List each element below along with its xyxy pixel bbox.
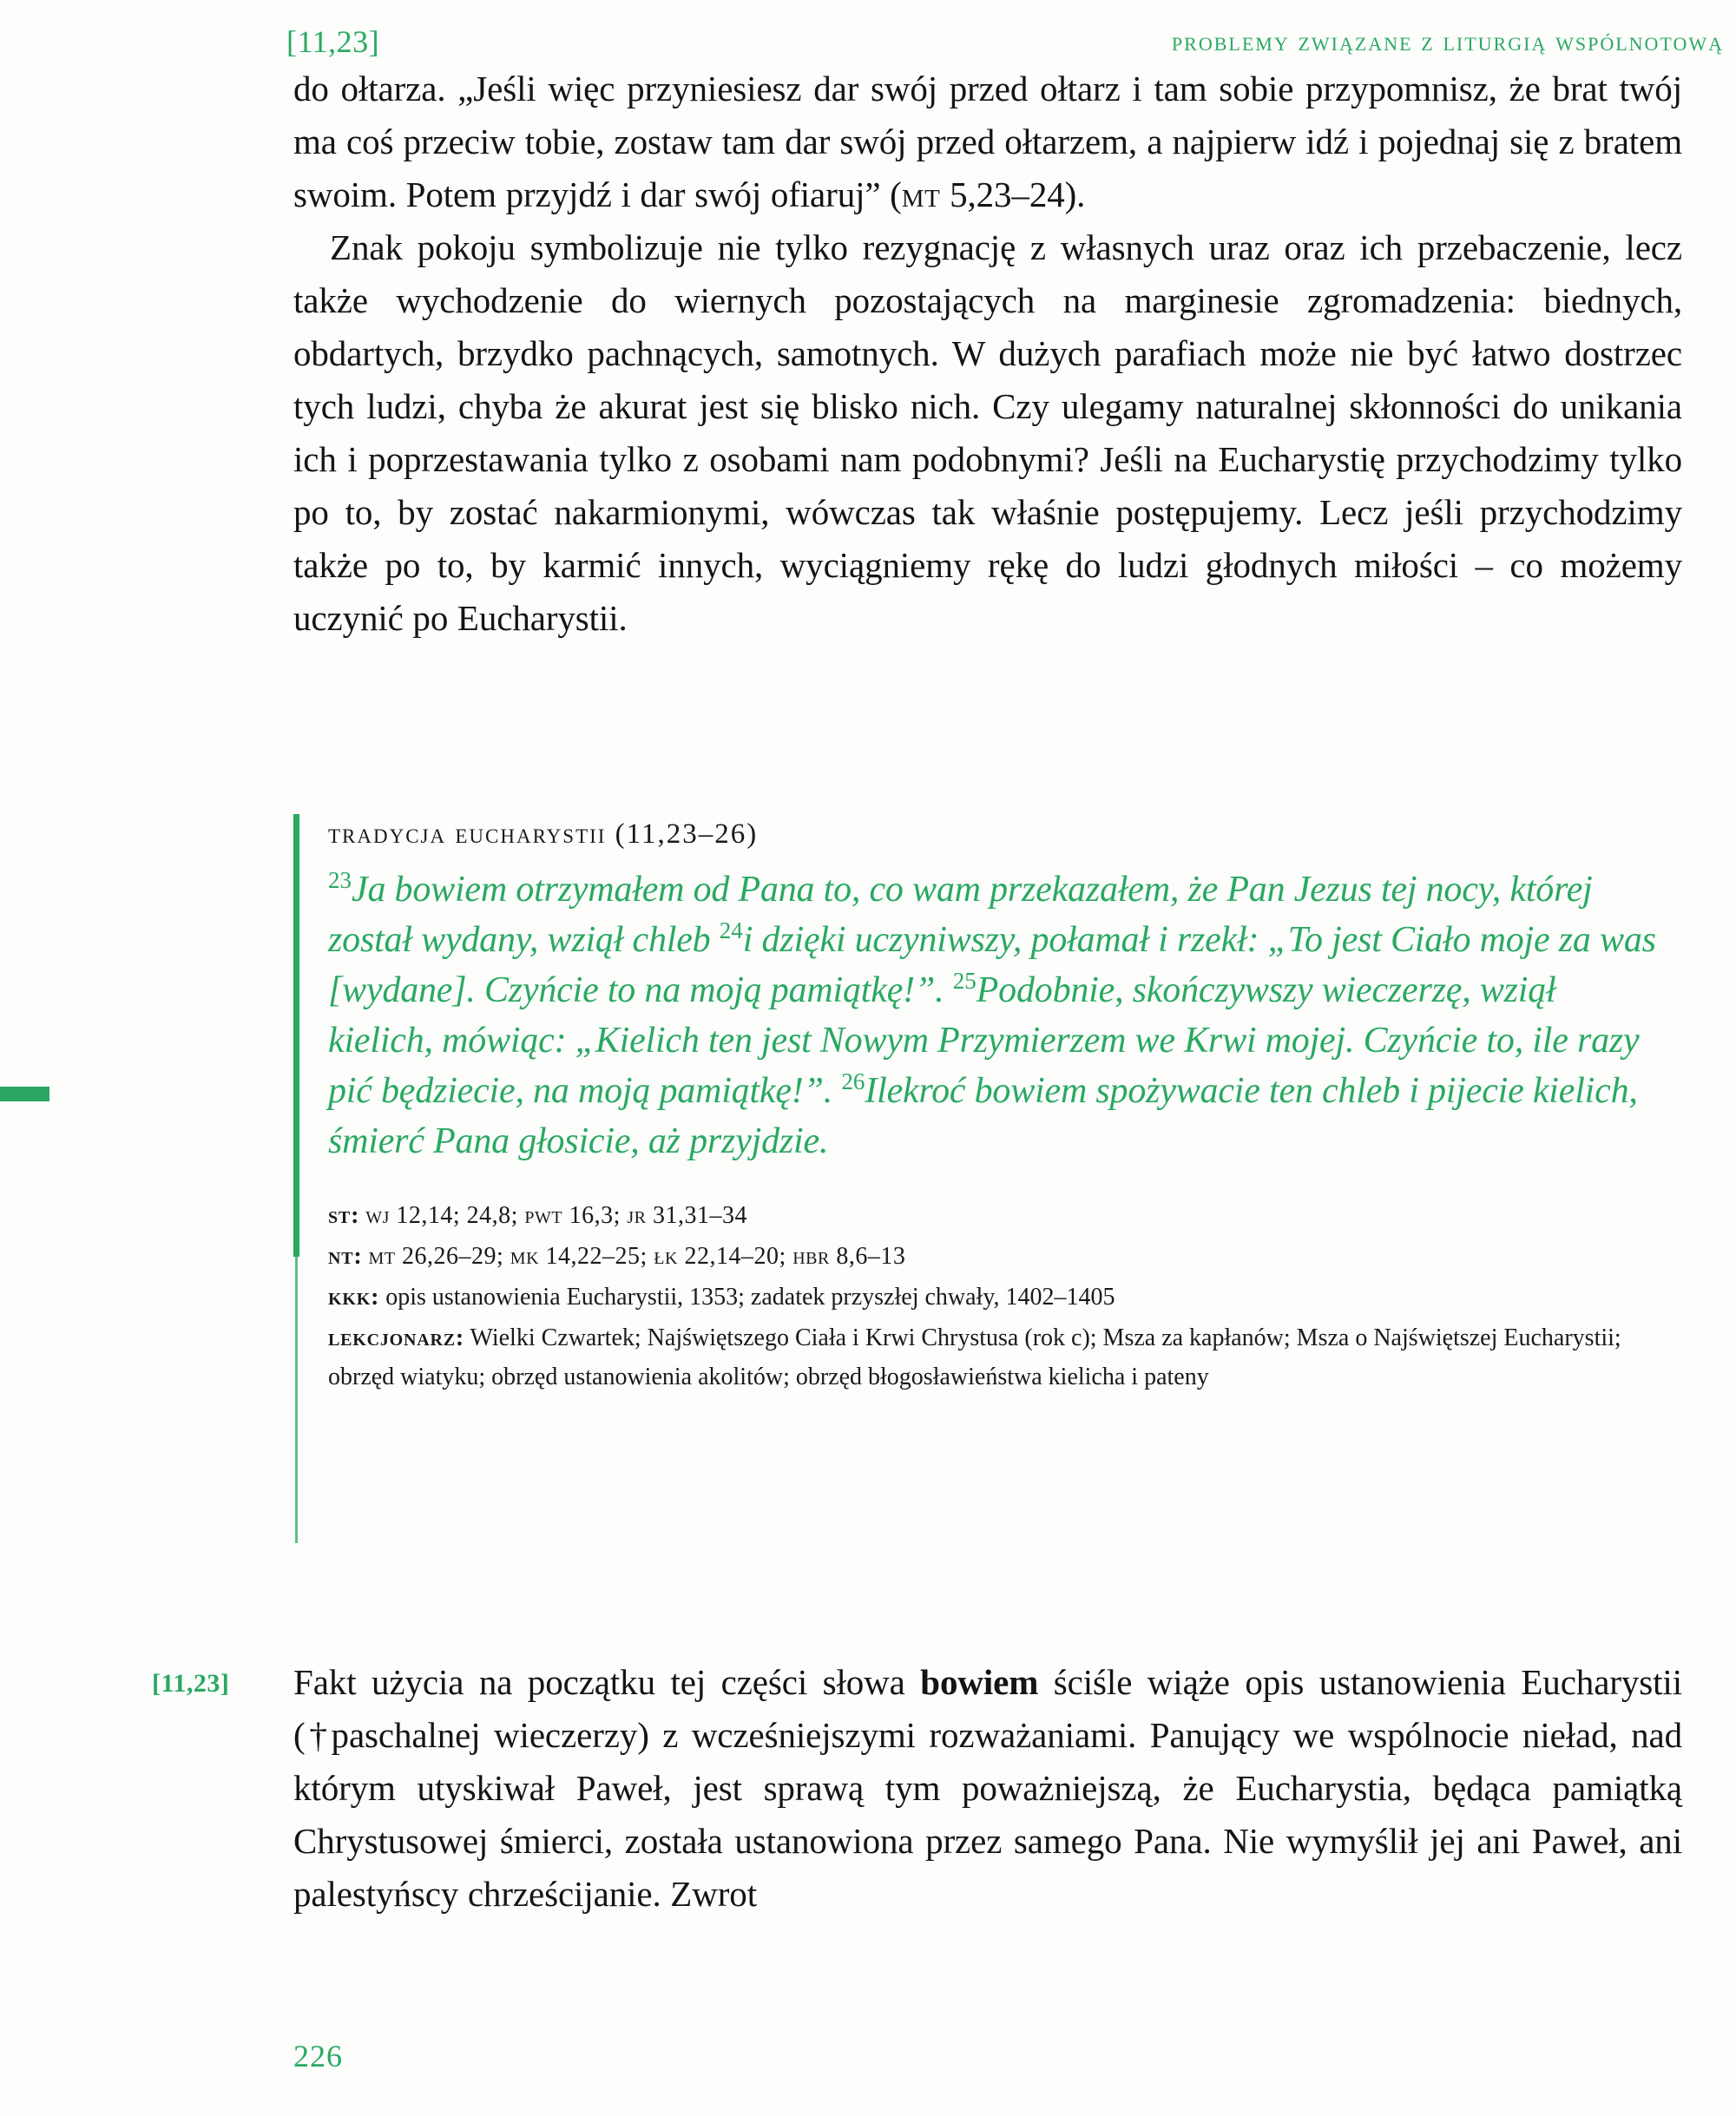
verse-number-26: 26 bbox=[841, 1068, 865, 1094]
reference-row bbox=[328, 1237, 1630, 1276]
scripture-box bbox=[293, 814, 1691, 1398]
reference-row bbox=[328, 1318, 1630, 1396]
running-head bbox=[286, 16, 1736, 68]
scripture-rule-thin bbox=[295, 1257, 298, 1543]
reference-label-st: st: bbox=[328, 1202, 360, 1229]
verse-number-24: 24 bbox=[719, 917, 743, 943]
page-number: 226 bbox=[293, 2039, 343, 2073]
reference-row bbox=[328, 1196, 1630, 1235]
paragraph-1-text-b: 5,23–24). bbox=[940, 174, 1086, 214]
verse-text-24: i dzięki uczyniwszy, połamał i rzekł: „To jest Ciało moje za was [wydane]. Czyńcie to na moją pamiątkę!”. bbox=[328, 920, 1656, 1010]
reference-value-st: wj 12,14; 24,8; pwt 16,3; jr 31,31–34 bbox=[365, 1202, 748, 1229]
reference-label-lekcjonarz: lekcjonarz: bbox=[328, 1324, 465, 1351]
commentary-text-b: ściśle wiąże opis ustanowienia Eucharystii (†paschalnej wieczerzy) z wcześniejszymi rozważaniami. Panujący we wspólnocie nieład, nad którym utyskiwał Paweł, jest sprawą tym poważniejszą, że Eucharystia, będąca pamiątką Chrystusowej śmierci, została ustanowiona przez samego Pana. Nie wymyślił jej ani Paweł, ani palestyńscy chrześcijanie. Zwrot bbox=[293, 1662, 1682, 1914]
bible-reference-mt: mt bbox=[901, 174, 941, 214]
header-verse-marker: [11,23] bbox=[286, 24, 380, 59]
reference-value-kkk: opis ustanowienia Eucharystii, 1353; zadatek przyszłej chwały, 1402–1405 bbox=[385, 1284, 1115, 1311]
verse-text-23: Ja bowiem otrzymałem od Pana to, co wam przekazałem, że Pan Jezus tej nocy, której został wydany, wziął chleb bbox=[328, 870, 1593, 960]
margin-verse-marker: [11,23] bbox=[152, 1669, 230, 1698]
paragraph-block-1 bbox=[293, 62, 1682, 221]
paragraph-1-text-a: do ołtarza. „Jeśli więc przyniesiesz dar swój przed ołtarz i tam sobie przypomnisz, że brat twój ma coś przeciw tobie, zostaw tam dar swój przed ołtarzem, a najpierw idź i pojednaj się z bratem swoim. Potem przyjdź i dar swój ofiaruj” ( bbox=[293, 69, 1682, 214]
scripture-quote bbox=[328, 864, 1656, 1166]
commentary-text-a: Fakt użycia na początku tej części słowa bbox=[293, 1662, 921, 1702]
commentary-bold-word: bowiem bbox=[920, 1662, 1039, 1702]
paragraph-block-2 bbox=[293, 221, 1682, 645]
reference-row bbox=[328, 1278, 1630, 1317]
verse-text-26: Ilekroć bowiem spożywacie ten chleb i pijecie kielich, śmierć Pana głosicie, aż przyjdzie. bbox=[328, 1071, 1638, 1161]
verse-number-25: 25 bbox=[952, 968, 976, 994]
paragraph-block-3 bbox=[293, 1656, 1682, 1921]
reference-value-nt: mt 26,26–29; mk 14,22–25; łk 22,14–20; hbr 8,6–13 bbox=[368, 1243, 906, 1270]
verse-number-23: 23 bbox=[328, 867, 352, 893]
scripture-references bbox=[328, 1196, 1630, 1396]
reference-value-lekcjonarz: Wielki Czwartek; Najświętszego Ciała i Krwi Chrystusa (rok c); Msza za kapłanów; Msza o Najświętszej Eucharystii; obrzęd wiatyku; obrzęd ustanowienia akolitów; obrzęd błogosławieństwa kielicha i pateny bbox=[328, 1324, 1621, 1390]
scripture-rule-thick bbox=[293, 814, 299, 1257]
reference-label-kkk: kkk: bbox=[328, 1284, 380, 1311]
page-title: problemy związane z liturgią wspólnotową bbox=[1171, 26, 1724, 56]
margin-bleed-tab bbox=[0, 1087, 49, 1101]
reference-label-nt: nt: bbox=[328, 1243, 363, 1270]
paragraph-continuation bbox=[293, 62, 1682, 221]
scripture-box-title: tradycja eucharystii (11,23–26) bbox=[328, 818, 759, 850]
verse-text-25: Podobnie, skończywszy wieczerzę, wziął kielich, mówiąc: „Kielich ten jest Nowym Przymierzem we Krwi mojej. Czyńcie to, ile razy pić będziecie, na moją pamiątkę!”. bbox=[328, 970, 1640, 1111]
paragraph-znak-pokoju: Znak pokoju symbolizuje nie tylko rezygnację z własnych uraz oraz ich przebaczenie, lecz także wychodzenie do wiernych pozostających na marginesie zgromadzenia: biednych, obdartych, brzydko pachnących, samotnych. W dużych parafiach może nie być łatwo dostrzec tych ludzi, chyba że akurat jest się blisko nich. Czy ulegamy naturalnej skłonności do unikania ich i poprzestawania tylko z osobami nam podobnymi? Jeśli na Eucharystię przychodzimy tylko po to, by zostać nakarmionymi, wówczas tak właśnie postępujemy. Lecz jeśli przychodzimy także po to, by karmić innych, wyciągniemy rękę do ludzi głodnych miłości – co możemy uczynić po Eucharystii. bbox=[293, 227, 1682, 638]
paragraph-commentary bbox=[293, 1656, 1682, 1921]
